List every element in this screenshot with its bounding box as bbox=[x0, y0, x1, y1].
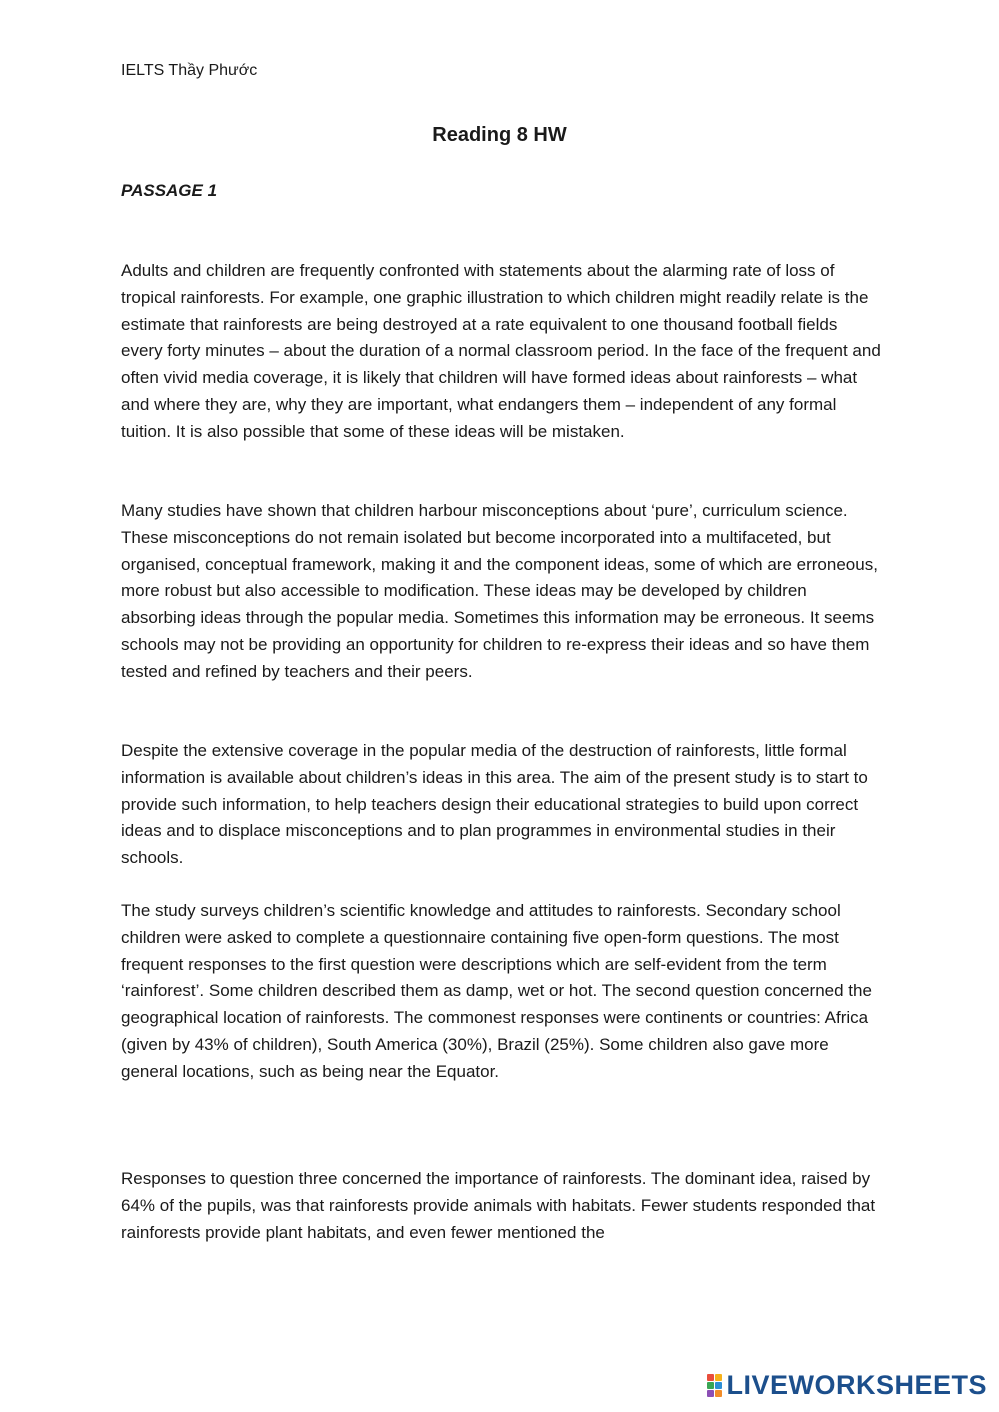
page-title: Reading 8 HW bbox=[432, 124, 567, 146]
logo-mark-square bbox=[715, 1374, 722, 1381]
paragraph-3: Despite the extensive coverage in the popular media of the destruction of rainforests, little formal information is available about children’s ideas in this area. The aim of the present study is to start to provide such information, to help teachers design their educational strategies to build upon correct ideas and to displace misconceptions and to plan programmes in environmental studies in their schools. bbox=[121, 741, 868, 868]
logo-mark-square bbox=[715, 1382, 722, 1389]
header-label: IELTS Thầy Phước bbox=[121, 62, 258, 79]
liveworksheets-logo-icon bbox=[707, 1374, 722, 1397]
paragraph-2: Many studies have shown that children harbour misconceptions about ‘pure’, curriculum science. These misconceptions do not remain isolated but become incorporated into a multifaceted, but organised, conceptual framework, making it and the component ideas, some of which are erroneous, more robust but also accessible to modification. These ideas may be developed by children absorbing ideas through the popular media. Sometimes this information may be erroneous. It seems schools may not be providing an opportunity for children to re-express their ideas and so have them tested and refined by teachers and their peers. bbox=[121, 501, 878, 681]
logo-mark-square bbox=[707, 1390, 714, 1397]
liveworksheets-logo[interactable] bbox=[707, 1370, 987, 1400]
paragraph-5: Responses to question three concerned the importance of rainforests. The dominant idea, raised by 64% of the pupils, was that rainforests provide animals with habitats. Fewer students responded that rainforests provide plant habitats, and even fewer mentioned the bbox=[121, 1169, 876, 1242]
paragraph-4: The study surveys children’s scientific knowledge and attitudes to rainforests. Secondary school children were asked to complete a questionnaire containing five open-form questions. The most frequent responses to the first question were descriptions which are self-evident from the term ‘rainforest’. Some children described them as damp, wet or hot. The second question concerned the geographical location of rainforests. The commonest responses were continents or countries: Africa (given by 43% of children), South America (30%), Brazil (25%). Some children also gave more general locations, such as being near the Equator. bbox=[121, 901, 872, 1081]
logo-mark-square bbox=[707, 1374, 714, 1381]
liveworksheets-logo-text: LIVEWORKSHEETS bbox=[726, 1370, 987, 1400]
paragraph-1: Adults and children are frequently confronted with statements about the alarming rate of loss of tropical rainforests. For example, one graphic illustration to which children might readily relate is the estimate that rainforests are being destroyed at a rate equivalent to one thousand football fields every forty minutes – about the duration of a normal classroom period. In the face of the frequent and often vivid media coverage, it is likely that children will have formed ideas about rainforests – what and where they are, why they are important, what endangers them – independent of any formal tuition. It is also possible that some of these ideas will be mistaken. bbox=[121, 261, 881, 441]
logo-mark-square bbox=[715, 1390, 722, 1397]
passage-label: PASSAGE 1 bbox=[121, 181, 218, 200]
logo-mark-square bbox=[707, 1382, 714, 1389]
